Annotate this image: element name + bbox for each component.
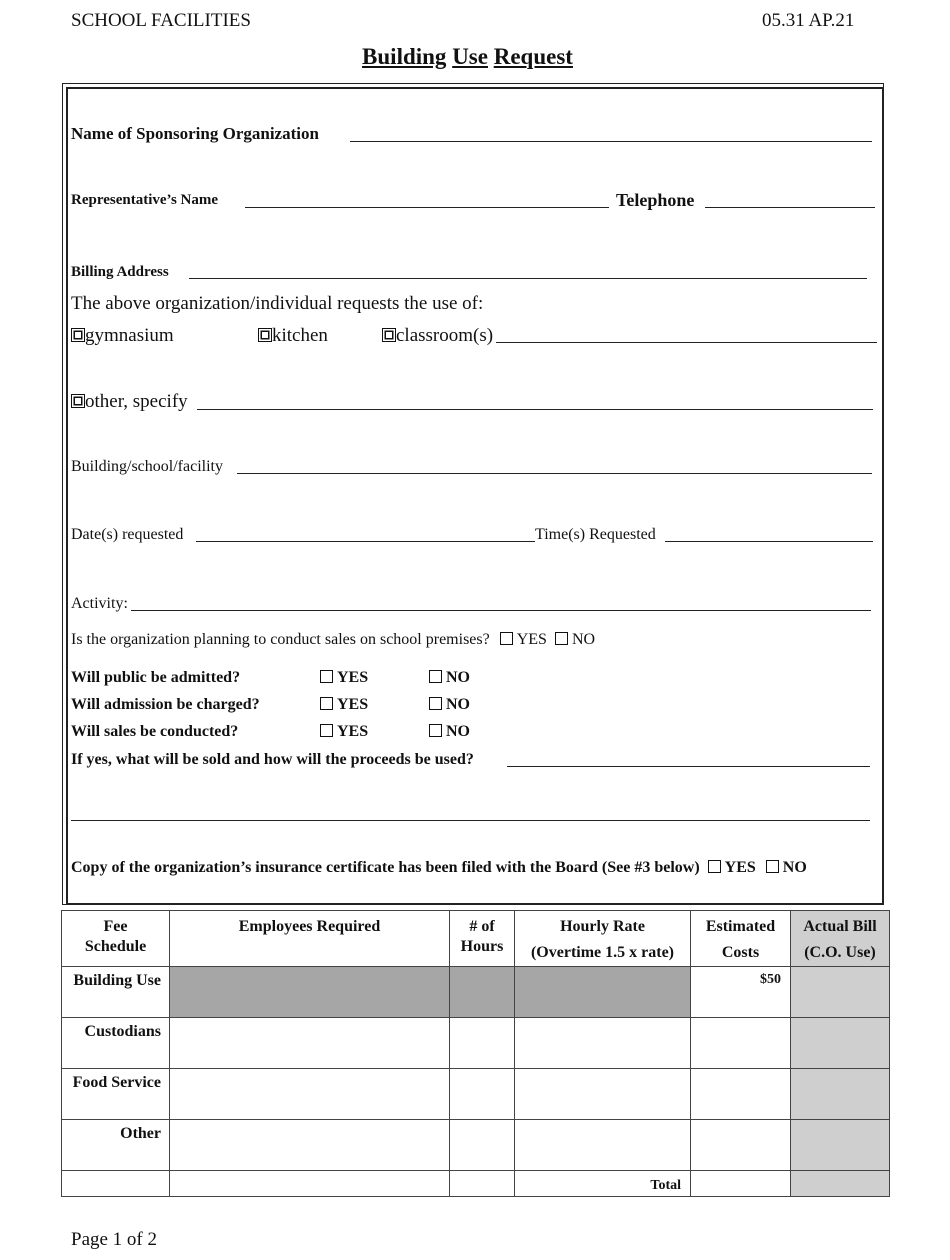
sales-yes[interactable] xyxy=(320,723,368,741)
custodians-hours-cell[interactable] xyxy=(450,1018,515,1069)
food-estimated-cell[interactable] xyxy=(691,1069,791,1120)
admission-yes-checkbox[interactable] xyxy=(320,697,333,710)
custodians-actual-bill[interactable] xyxy=(791,1018,890,1069)
no-label: NO xyxy=(446,696,470,713)
policy-code: 05.31 AP.21 xyxy=(762,10,855,31)
row-label-building-use: Building Use xyxy=(62,967,170,1018)
food-hours-cell[interactable] xyxy=(450,1069,515,1120)
header-hourly-rate xyxy=(515,911,691,967)
sponsor-field[interactable] xyxy=(350,141,872,142)
other-employees-cell[interactable] xyxy=(170,1120,450,1171)
sales-premises-no-checkbox[interactable] xyxy=(555,632,568,645)
food-employees-cell[interactable] xyxy=(170,1069,450,1120)
page-number: Page 1 of 2 xyxy=(71,1229,158,1250)
proceeds-field-continued[interactable] xyxy=(71,820,870,821)
no-label: NO xyxy=(446,669,470,686)
billing-label: Billing Address xyxy=(71,264,169,280)
section-header: SCHOOL FACILITIES xyxy=(71,10,251,31)
times-field[interactable] xyxy=(665,541,873,542)
yes-label: YES xyxy=(337,669,369,686)
other-checkbox[interactable] xyxy=(71,394,85,408)
table-row xyxy=(62,1018,890,1069)
header-est-line2: Costs xyxy=(721,944,760,961)
telephone-field[interactable] xyxy=(705,207,875,208)
other-rate-cell[interactable] xyxy=(515,1120,691,1171)
kitchen-label: kitchen xyxy=(272,325,328,346)
yes-label: YES xyxy=(337,723,369,740)
admission-no-checkbox[interactable] xyxy=(429,697,442,710)
header-employees xyxy=(170,911,450,967)
total-blank-cell xyxy=(450,1171,515,1197)
custodians-rate-cell[interactable] xyxy=(515,1018,691,1069)
option-other[interactable] xyxy=(71,391,188,413)
other-label: other, specify xyxy=(85,391,188,412)
times-label: Time(s) Requested xyxy=(535,526,656,543)
option-kitchen[interactable] xyxy=(258,325,328,347)
table-header-row xyxy=(62,911,890,967)
activity-label: Activity: xyxy=(71,595,128,612)
classroom-field[interactable] xyxy=(496,342,877,343)
building-estimated-cost: $50 xyxy=(691,967,791,1018)
other-estimated-cell[interactable] xyxy=(691,1120,791,1171)
kitchen-checkbox[interactable] xyxy=(258,328,272,342)
insurance-no-checkbox[interactable] xyxy=(766,860,779,873)
header-fee-schedule xyxy=(62,911,170,967)
header-estimated-costs xyxy=(691,911,791,967)
table-row xyxy=(62,1069,890,1120)
sales-question: Will sales be conducted? xyxy=(71,723,239,740)
sales-no-checkbox[interactable] xyxy=(429,724,442,737)
dates-field[interactable] xyxy=(196,541,535,542)
rep-field[interactable] xyxy=(245,207,609,208)
activity-field[interactable] xyxy=(131,610,871,611)
sponsor-label: Name of Sponsoring Organization xyxy=(71,124,319,143)
row-label-food-service: Food Service xyxy=(62,1069,170,1120)
header-actual-line2: (C.O. Use) xyxy=(804,944,876,961)
sales-premises-text: Is the organization planning to conduct sales on school premises? xyxy=(71,631,490,648)
yes-label: YES xyxy=(337,696,369,713)
header-fee-schedule-text: Fee Schedule xyxy=(84,918,147,955)
sales-no[interactable] xyxy=(429,723,470,741)
telephone-label: Telephone xyxy=(616,190,695,210)
billing-field[interactable] xyxy=(189,278,867,279)
header-employees-text: Employees Required xyxy=(238,918,381,935)
custodians-estimated-cell[interactable] xyxy=(691,1018,791,1069)
yes-label: YES xyxy=(516,631,547,648)
classroom-checkbox[interactable] xyxy=(382,328,396,342)
rep-label: Representative’s Name xyxy=(71,192,219,208)
option-gymnasium[interactable] xyxy=(71,325,174,347)
public-yes[interactable] xyxy=(320,669,368,687)
insurance-yes-checkbox[interactable] xyxy=(708,860,721,873)
building-hours-cell xyxy=(450,967,515,1018)
insurance-question xyxy=(71,859,807,877)
sales-premises-yes-checkbox[interactable] xyxy=(500,632,513,645)
header-actual-line1: Actual Bill xyxy=(803,918,877,935)
custodians-employees-cell[interactable] xyxy=(170,1018,450,1069)
fee-schedule-table xyxy=(61,910,890,1197)
other-specify-field[interactable] xyxy=(197,409,873,410)
building-employees-cell xyxy=(170,967,450,1018)
food-rate-cell[interactable] xyxy=(515,1069,691,1120)
building-actual-bill[interactable] xyxy=(791,967,890,1018)
admission-question: Will admission be charged? xyxy=(71,696,260,713)
total-estimated-cell[interactable] xyxy=(691,1171,791,1197)
total-label: Total xyxy=(515,1171,691,1197)
public-no-checkbox[interactable] xyxy=(429,670,442,683)
proceeds-field[interactable] xyxy=(507,766,870,767)
header-actual-bill xyxy=(791,911,890,967)
yes-label: YES xyxy=(724,859,756,876)
row-label-custodians: Custodians xyxy=(62,1018,170,1069)
sales-yes-checkbox[interactable] xyxy=(320,724,333,737)
insurance-text: Copy of the organization’s insurance certificate has been filed with the Board (See #3 below) xyxy=(71,859,700,876)
title-word: Request xyxy=(493,44,573,69)
sales-premises-question xyxy=(71,631,595,649)
building-field[interactable] xyxy=(237,473,872,474)
table-row xyxy=(62,1120,890,1171)
header-est-line1: Estimated xyxy=(705,918,776,935)
total-blank-cell xyxy=(62,1171,170,1197)
dates-label: Date(s) requested xyxy=(71,526,184,543)
public-question: Will public be admitted? xyxy=(71,669,241,686)
header-hours-line1: # of xyxy=(469,918,495,935)
form-frame-inner xyxy=(66,87,884,905)
proceeds-question: If yes, what will be sold and how will the proceeds be used? xyxy=(71,751,474,768)
public-yes-checkbox[interactable] xyxy=(320,670,333,683)
title-word: Building xyxy=(362,44,447,69)
header-rate-line2: (Overtime 1.5 x rate) xyxy=(530,944,675,961)
food-actual-bill[interactable] xyxy=(791,1069,890,1120)
request-intro: The above organization/individual requests the use of: xyxy=(71,293,484,314)
building-label: Building/school/facility xyxy=(71,458,223,475)
option-classroom[interactable] xyxy=(382,325,493,347)
header-hours xyxy=(450,911,515,967)
other-actual-bill[interactable] xyxy=(791,1120,890,1171)
classroom-label: classroom(s) xyxy=(396,325,494,346)
gymnasium-label: gymnasium xyxy=(85,325,174,346)
table-row xyxy=(62,967,890,1018)
admission-yes[interactable] xyxy=(320,696,368,714)
other-hours-cell[interactable] xyxy=(450,1120,515,1171)
building-rate-cell xyxy=(515,967,691,1018)
public-no[interactable] xyxy=(429,669,470,687)
admission-no[interactable] xyxy=(429,696,470,714)
gymnasium-checkbox[interactable] xyxy=(71,328,85,342)
row-label-other: Other xyxy=(62,1120,170,1171)
no-label: NO xyxy=(782,859,807,876)
total-blank-cell xyxy=(170,1171,450,1197)
header-hours-line2: Hours xyxy=(460,938,504,955)
title-word: Use xyxy=(452,44,488,69)
total-actual-bill[interactable] xyxy=(791,1171,890,1197)
header-rate-line1: Hourly Rate xyxy=(560,918,645,935)
page-title xyxy=(0,44,935,70)
table-row-total xyxy=(62,1171,890,1197)
no-label: NO xyxy=(446,723,470,740)
no-label: NO xyxy=(571,631,596,648)
